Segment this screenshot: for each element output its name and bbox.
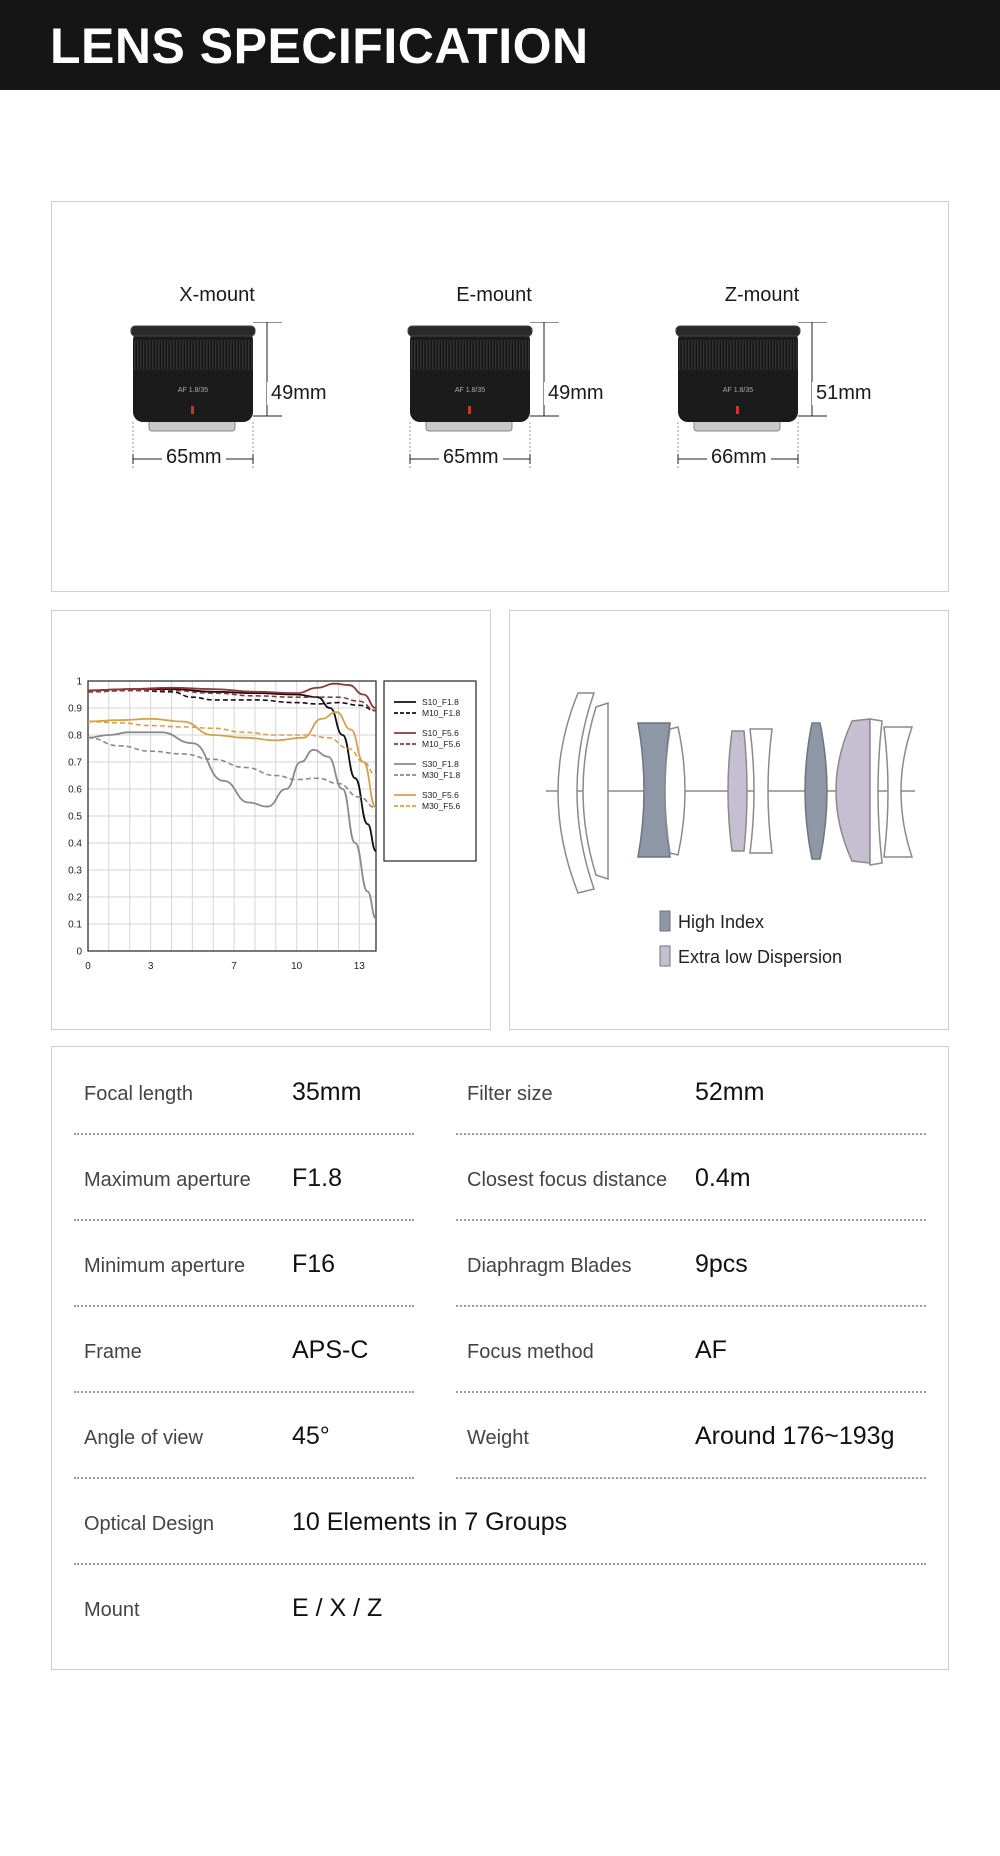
spec-label: Mount [84, 1599, 140, 1621]
spec-value: F1.8 [292, 1164, 343, 1192]
y-tick-label: 0.1 [68, 919, 82, 931]
x-tick-label: 0 [85, 961, 91, 972]
spec-label: Focal length [84, 1083, 193, 1105]
series-line-s30-f1-8 [88, 732, 376, 918]
legend-label: M30_F1.8 [422, 770, 461, 780]
y-tick-label: 0.6 [68, 784, 82, 796]
lens-marking: AF 1.8/35 [722, 387, 754, 394]
mtf-chart [52, 611, 489, 1028]
lens-element-2 [583, 703, 608, 879]
lens-element-4 [665, 727, 685, 855]
width-dimension: 65mm [439, 446, 503, 469]
height-dimension: 51mm [812, 382, 876, 405]
x-tick-label: 3 [147, 961, 154, 972]
spec-label: Angle of view [84, 1427, 203, 1449]
lens-dimension-drawing [384, 322, 594, 512]
optical-diagram [510, 611, 947, 1028]
row-divider [74, 1219, 414, 1221]
legend-label: M30_F5.6 [422, 801, 461, 811]
spec-label: Focus method [467, 1341, 594, 1363]
spec-value: 10 Elements in 7 Groups [292, 1508, 568, 1536]
row-divider [456, 1133, 926, 1135]
row-divider [456, 1305, 926, 1307]
extra-low-dispersion-label: Extra low Dispersion [678, 947, 843, 967]
width-dimension: 65mm [162, 446, 226, 469]
lens-element-5 [728, 731, 747, 851]
lens-element-10 [884, 727, 912, 857]
y-tick-label: 0.2 [68, 892, 82, 904]
y-tick-label: 0.8 [68, 730, 82, 742]
row-divider [74, 1563, 926, 1565]
spec-value: 9pcs [695, 1250, 748, 1278]
row-divider [456, 1477, 926, 1479]
lens-element-7 [805, 723, 827, 859]
y-tick-label: 0.3 [68, 865, 82, 877]
legend-label: S10_F1.8 [422, 697, 459, 707]
lens-focus-ring [133, 340, 253, 370]
height-dimension: 49mm [544, 382, 608, 405]
series-line-s10-f5-6 [88, 684, 376, 708]
mtf-chart-panel [51, 610, 491, 1030]
extra-low-dispersion-swatch [660, 946, 670, 966]
legend-label: S30_F5.6 [422, 790, 459, 800]
y-tick-label: 0.4 [68, 838, 82, 850]
series-line-m30-f1-8 [88, 738, 376, 808]
spec-label: Frame [84, 1341, 142, 1363]
lens-focus-ring [678, 340, 798, 370]
series-line-s30-f5-6 [88, 712, 376, 808]
legend-label: S10_F5.6 [422, 728, 459, 738]
x-tick-label: 7 [231, 961, 237, 972]
row-divider [74, 1133, 414, 1135]
lens-element-8 [836, 719, 870, 863]
spec-value: AF [695, 1336, 727, 1364]
row-divider [74, 1391, 414, 1393]
spec-value: 52mm [695, 1078, 765, 1106]
spec-label: Filter size [467, 1083, 553, 1105]
spec-label: Weight [467, 1427, 529, 1449]
page-title: LENS SPECIFICATION [50, 18, 589, 74]
row-divider [456, 1391, 926, 1393]
lens-marking: AF 1.8/35 [454, 387, 486, 394]
spec-label: Minimum aperture [84, 1255, 246, 1277]
spec-table-panel [51, 1046, 949, 1670]
spec-value: Around 176~193g [695, 1422, 895, 1450]
mount-label: Z-mount [724, 284, 800, 306]
lens-front-ring [408, 326, 532, 336]
lens-index-mark [191, 406, 194, 414]
row-divider [74, 1305, 414, 1307]
y-tick-label: 0.5 [68, 811, 82, 823]
y-tick-label: 0.9 [68, 703, 82, 715]
spec-label: Optical Design [84, 1513, 215, 1535]
lens-focus-ring [410, 340, 530, 370]
y-tick-label: 0 [76, 946, 82, 958]
mount-label: X-mount [179, 284, 255, 306]
lens-index-mark [468, 406, 471, 414]
row-divider [74, 1477, 414, 1479]
width-dimension: 66mm [707, 446, 771, 469]
lens-index-mark [736, 406, 739, 414]
mount-label: E-mount [456, 284, 532, 306]
spec-label: Diaphragm Blades [467, 1255, 632, 1277]
lens-front-ring [131, 326, 255, 336]
y-tick-label: 0.7 [68, 757, 82, 769]
spec-value: 35mm [292, 1078, 362, 1106]
spec-value: E / X / Z [292, 1594, 383, 1622]
dimensions-panel [51, 201, 949, 592]
high-index-swatch [660, 911, 670, 931]
lens-element-6 [750, 729, 772, 853]
spec-label: Closest focus distance [467, 1169, 668, 1191]
legend-label: M10_F1.8 [422, 708, 461, 718]
spec-value: 45° [292, 1422, 330, 1450]
row-divider [456, 1219, 926, 1221]
optical-diagram-panel [509, 610, 949, 1030]
lens-marking: AF 1.8/35 [177, 387, 209, 394]
y-tick-label: 1 [76, 676, 82, 688]
spec-value: F16 [292, 1250, 336, 1278]
spec-label: Maximum aperture [84, 1169, 251, 1191]
series-line-m30-f5-6 [88, 722, 376, 776]
x-tick-label: 10 [291, 961, 303, 972]
high-index-label: High Index [678, 912, 765, 932]
lens-dimension-drawing [652, 322, 862, 512]
page-header [0, 0, 1000, 90]
height-dimension: 49mm [267, 382, 331, 405]
x-tick-label: 13 [353, 961, 365, 972]
lens-dimension-drawing [107, 322, 317, 512]
spec-value: APS-C [292, 1336, 369, 1364]
spec-value: 0.4m [695, 1164, 751, 1192]
lens-element-9 [870, 719, 882, 865]
legend-label: M10_F5.6 [422, 739, 461, 749]
legend-label: S30_F1.8 [422, 759, 459, 769]
lens-front-ring [676, 326, 800, 336]
